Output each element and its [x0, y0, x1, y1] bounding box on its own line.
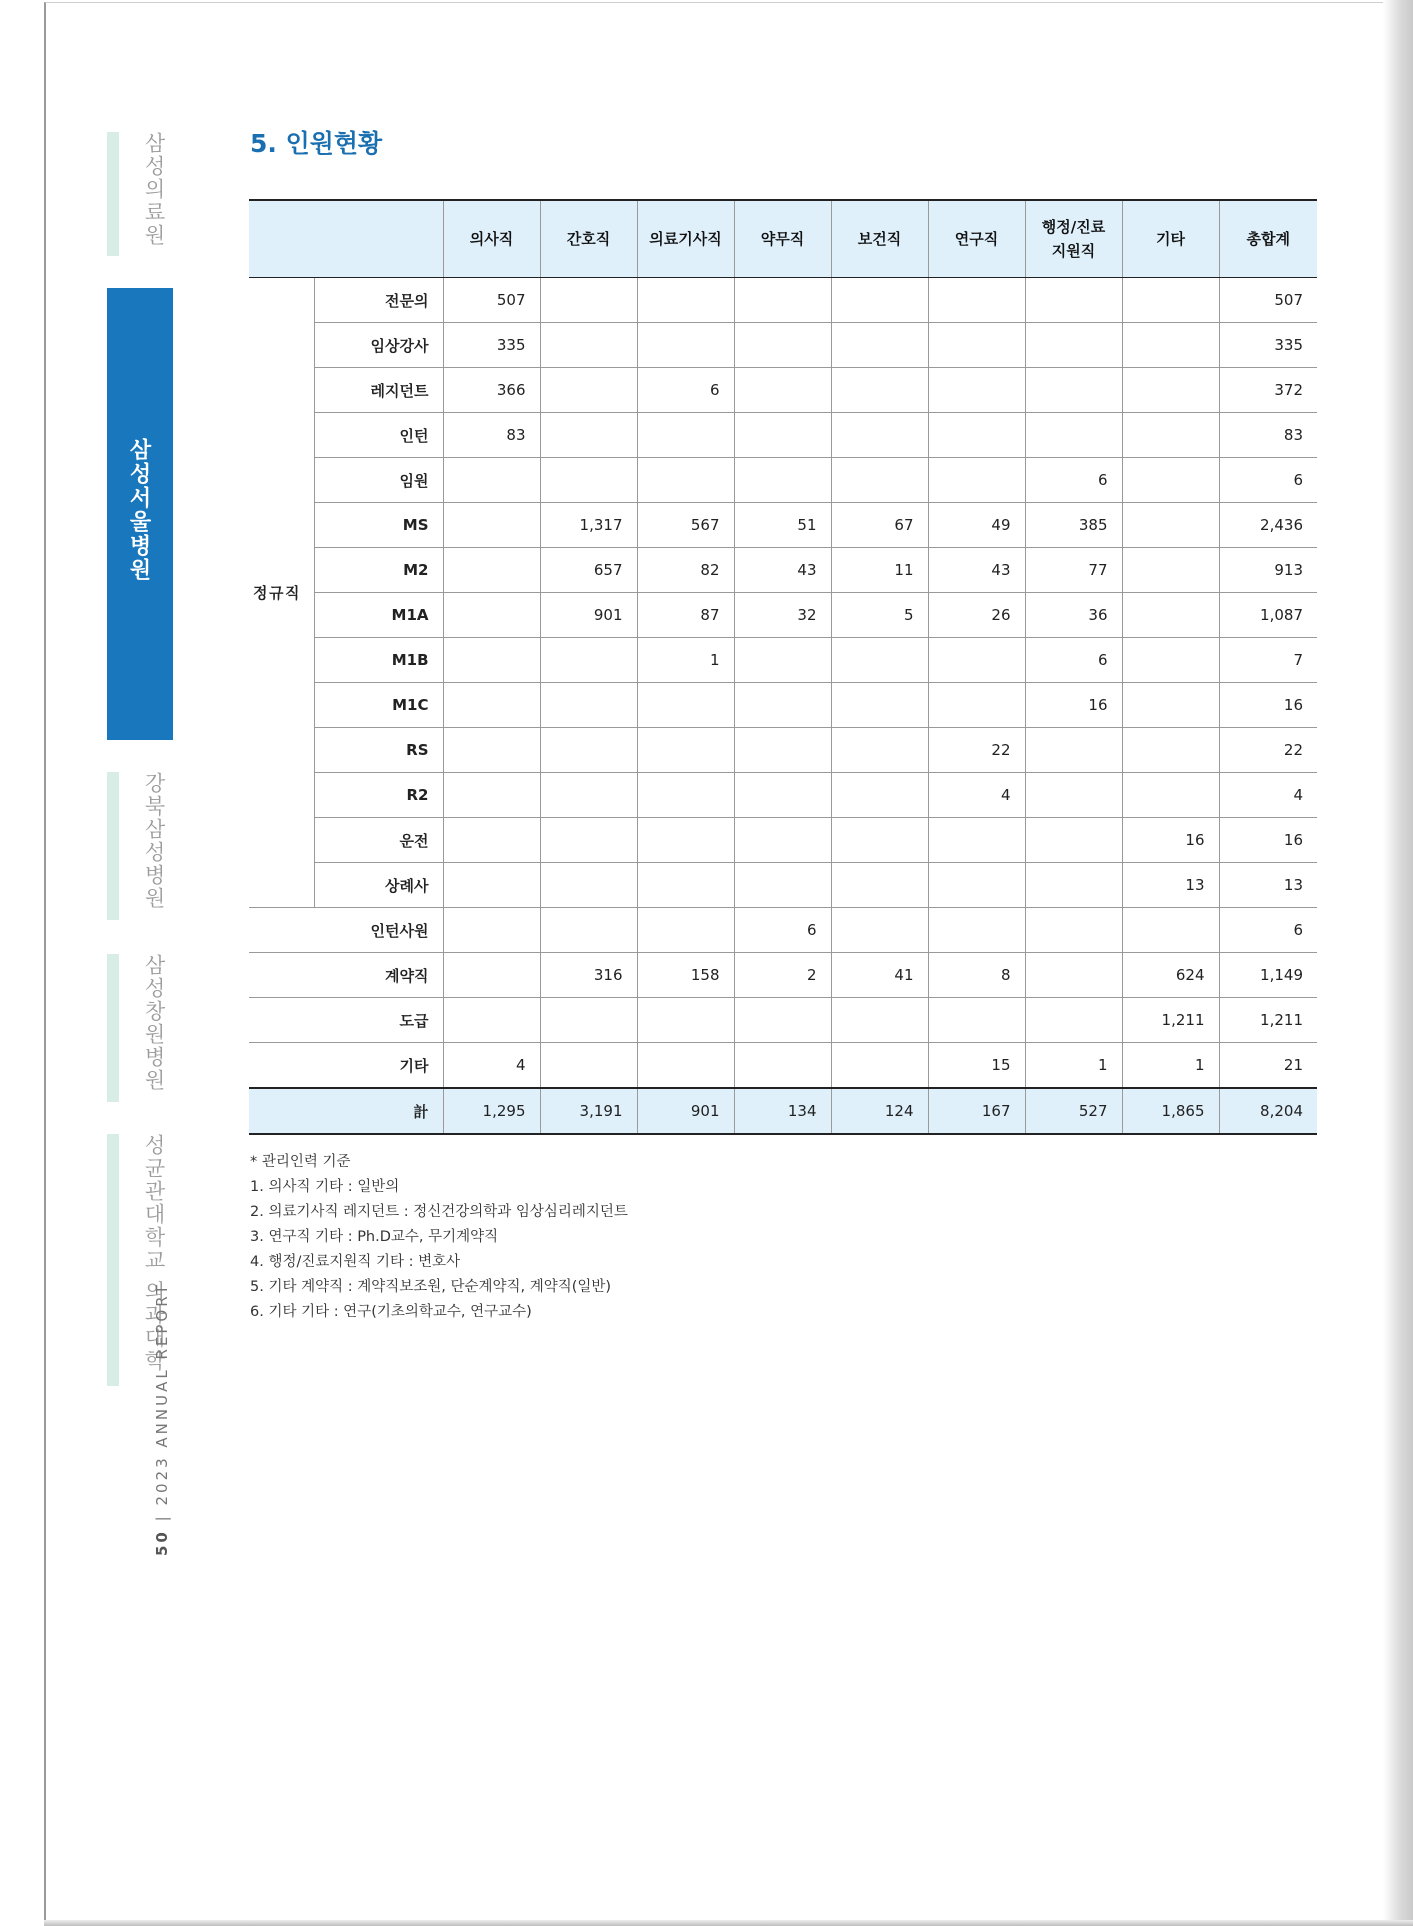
total-cell: 167 — [928, 1088, 1025, 1134]
table-cell — [637, 413, 734, 458]
row-label: 계약직 — [249, 953, 443, 998]
table-cell — [831, 863, 928, 908]
column-header: 약무직 — [734, 200, 831, 278]
total-cell: 527 — [1025, 1088, 1122, 1134]
table-cell — [1025, 413, 1122, 458]
table-cell — [1122, 413, 1219, 458]
table-cell — [928, 368, 1025, 413]
table-cell — [1025, 998, 1122, 1043]
total-label: 計 — [249, 1088, 443, 1134]
table-cell — [831, 278, 928, 323]
row-label: 인턴사원 — [249, 908, 443, 953]
table-cell — [1025, 368, 1122, 413]
page-bottom-shadow — [44, 1920, 1413, 1926]
table-cell: 36 — [1025, 593, 1122, 638]
table-cell: 16 — [1219, 683, 1317, 728]
table-cell — [540, 818, 637, 863]
table-cell — [1025, 323, 1122, 368]
side-nav-kangbuk-samsung-hospital[interactable] — [107, 772, 173, 920]
side-nav-label: 삼성의료원 — [142, 132, 166, 247]
footnote: 3. 연구직 기타 : Ph.D교수, 무기계약직 — [250, 1229, 499, 1245]
total-cell: 134 — [734, 1088, 831, 1134]
table-row — [249, 278, 1317, 323]
table-cell: 2,436 — [1219, 503, 1317, 548]
table-cell — [637, 908, 734, 953]
table-cell: 16 — [1219, 818, 1317, 863]
table-cell — [1122, 323, 1219, 368]
side-nav-marker — [107, 772, 119, 920]
table-cell: 6 — [1219, 458, 1317, 503]
table-cell — [1122, 593, 1219, 638]
table-cell — [928, 998, 1025, 1043]
table-row — [249, 728, 1317, 773]
table-cell: 657 — [540, 548, 637, 593]
table-cell — [1025, 908, 1122, 953]
table-cell — [443, 548, 540, 593]
group-label-regular — [249, 278, 314, 908]
table-cell — [928, 908, 1025, 953]
header-corner — [249, 200, 443, 278]
footnote: 1. 의사직 기타 : 일반의 — [250, 1179, 400, 1195]
group-label-char: 직 — [285, 583, 300, 602]
row-label: 레지던트 — [314, 368, 443, 413]
table-cell — [928, 323, 1025, 368]
table-cell — [1122, 503, 1219, 548]
table-cell: 15 — [928, 1043, 1025, 1089]
table-cell — [1025, 953, 1122, 998]
table-cell: 13 — [1122, 863, 1219, 908]
total-cell: 8,204 — [1219, 1088, 1317, 1134]
side-nav-label: 성균관대학교 의과대학 — [142, 1134, 166, 1373]
table-cell: 372 — [1219, 368, 1317, 413]
footnote: 5. 기타 계약직 : 계약직보조원, 단순계약직, 계약직(일반) — [250, 1279, 612, 1295]
table-cell: 507 — [1219, 278, 1317, 323]
table-cell — [734, 458, 831, 503]
column-header: 행정/진료 지원직 — [1025, 200, 1122, 278]
side-nav-samsung-medical-center[interactable] — [107, 132, 173, 256]
table-row — [249, 368, 1317, 413]
table-cell: 87 — [637, 593, 734, 638]
table-cell: 49 — [928, 503, 1025, 548]
table-cell — [1122, 278, 1219, 323]
table-row — [249, 773, 1317, 818]
staff-table — [249, 199, 1317, 1135]
table-cell — [443, 638, 540, 683]
table-cell: 22 — [928, 728, 1025, 773]
page-number: 50 — [153, 1529, 171, 1556]
table-cell — [637, 863, 734, 908]
table-cell — [1122, 638, 1219, 683]
table-cell — [540, 998, 637, 1043]
table-cell — [831, 908, 928, 953]
table-cell — [540, 413, 637, 458]
table-row — [249, 413, 1317, 458]
column-header: 의료기사직 — [637, 200, 734, 278]
table-cell — [928, 458, 1025, 503]
row-label: M1C — [314, 683, 443, 728]
footnote: * 관리인력 기준 — [250, 1154, 351, 1170]
table-cell — [637, 683, 734, 728]
table-cell — [734, 638, 831, 683]
total-cell: 1,865 — [1122, 1088, 1219, 1134]
side-nav-marker — [107, 132, 119, 256]
table-body — [249, 278, 1317, 1135]
table-cell — [540, 863, 637, 908]
table-row — [249, 638, 1317, 683]
table-cell: 1,211 — [1219, 998, 1317, 1043]
table-row — [249, 503, 1317, 548]
table-cell: 6 — [1025, 638, 1122, 683]
table-cell: 13 — [1219, 863, 1317, 908]
table-cell: 4 — [443, 1043, 540, 1089]
table-cell: 67 — [831, 503, 928, 548]
table-cell — [734, 818, 831, 863]
table-cell: 83 — [443, 413, 540, 458]
table-cell — [443, 998, 540, 1043]
table-cell — [831, 998, 928, 1043]
group-label-char: 규 — [269, 583, 284, 602]
table-row — [249, 863, 1317, 908]
table-cell — [1122, 458, 1219, 503]
table-cell: 1 — [1122, 1043, 1219, 1089]
table-cell: 5 — [831, 593, 928, 638]
table-cell — [637, 998, 734, 1043]
row-label: 전문의 — [314, 278, 443, 323]
table-cell: 32 — [734, 593, 831, 638]
row-label: M1A — [314, 593, 443, 638]
column-header: 간호직 — [540, 200, 637, 278]
table-cell — [734, 863, 831, 908]
table-cell: 11 — [831, 548, 928, 593]
table-cell — [540, 683, 637, 728]
table-cell — [1025, 278, 1122, 323]
table-cell — [734, 1043, 831, 1089]
table-cell — [1122, 368, 1219, 413]
row-label: MS — [314, 503, 443, 548]
table-cell — [1025, 863, 1122, 908]
table-cell: 2 — [734, 953, 831, 998]
row-label: 인턴 — [314, 413, 443, 458]
table-cell: 158 — [637, 953, 734, 998]
table-cell: 913 — [1219, 548, 1317, 593]
side-nav-samsung-changwon-hospital[interactable] — [107, 954, 173, 1102]
table-cell — [637, 323, 734, 368]
table-cell — [443, 908, 540, 953]
row-label: M1B — [314, 638, 443, 683]
table-cell — [734, 728, 831, 773]
table-cell — [1122, 908, 1219, 953]
table-cell: 4 — [1219, 773, 1317, 818]
side-nav-label: 삼성창원병원 — [142, 954, 166, 1092]
row-label: RS — [314, 728, 443, 773]
table-cell — [540, 1043, 637, 1089]
table-cell — [1122, 773, 1219, 818]
table-cell: 567 — [637, 503, 734, 548]
group-label-char: 정 — [253, 583, 268, 602]
footnote: 2. 의료기사직 레지던트 : 정신건강의학과 임상심리레지던트 — [250, 1204, 628, 1220]
table-row — [249, 548, 1317, 593]
table-cell: 6 — [1025, 458, 1122, 503]
table-row — [249, 683, 1317, 728]
table-cell: 335 — [443, 323, 540, 368]
table-cell — [734, 368, 831, 413]
table-cell — [734, 683, 831, 728]
table-cell: 1,211 — [1122, 998, 1219, 1043]
table-cell: 16 — [1025, 683, 1122, 728]
table-cell — [831, 1043, 928, 1089]
table-row — [249, 593, 1317, 638]
table-cell: 21 — [1219, 1043, 1317, 1089]
row-label: 기타 — [249, 1043, 443, 1089]
table-cell: 26 — [928, 593, 1025, 638]
table-cell — [831, 368, 928, 413]
column-header: 의사직 — [443, 200, 540, 278]
table-cell — [1122, 683, 1219, 728]
table-row — [249, 908, 1317, 953]
table-cell: 51 — [734, 503, 831, 548]
table-cell: 507 — [443, 278, 540, 323]
report-label: | 2023 ANNUAL REPORT — [153, 1282, 171, 1522]
table-cell — [637, 728, 734, 773]
table-cell — [831, 773, 928, 818]
table-cell — [928, 278, 1025, 323]
table-row — [249, 458, 1317, 503]
table-cell — [928, 683, 1025, 728]
table-cell — [540, 728, 637, 773]
table-cell: 1,087 — [1219, 593, 1317, 638]
row-label: R2 — [314, 773, 443, 818]
table-cell: 4 — [928, 773, 1025, 818]
table-cell — [1122, 728, 1219, 773]
table-cell: 16 — [1122, 818, 1219, 863]
section-title: 5. 인원현황 — [250, 129, 383, 158]
side-nav-label: 강북삼성병원 — [142, 772, 166, 910]
table-cell — [734, 773, 831, 818]
table-row — [249, 1043, 1317, 1089]
total-cell: 901 — [637, 1088, 734, 1134]
side-nav-marker — [107, 954, 119, 1102]
total-cell: 1,295 — [443, 1088, 540, 1134]
table-cell — [928, 863, 1025, 908]
table-cell — [443, 773, 540, 818]
table-cell: 6 — [734, 908, 831, 953]
table-cell — [831, 323, 928, 368]
table-cell — [540, 323, 637, 368]
table-cell — [540, 368, 637, 413]
table-cell — [540, 773, 637, 818]
table-cell: 624 — [1122, 953, 1219, 998]
table-cell — [443, 458, 540, 503]
table-cell — [443, 818, 540, 863]
table-cell: 7 — [1219, 638, 1317, 683]
table-cell: 335 — [1219, 323, 1317, 368]
footnotes — [250, 1150, 628, 1325]
table-cell — [928, 413, 1025, 458]
table-row — [249, 323, 1317, 368]
table-cell — [540, 638, 637, 683]
table-cell — [637, 818, 734, 863]
page-edge-shadow — [1383, 0, 1413, 1926]
table-cell — [1122, 548, 1219, 593]
column-header: 연구직 — [928, 200, 1025, 278]
table-cell — [443, 728, 540, 773]
table-cell: 6 — [637, 368, 734, 413]
table-cell — [540, 458, 637, 503]
side-nav-marker — [107, 1134, 119, 1386]
table-cell: 366 — [443, 368, 540, 413]
row-label: M2 — [314, 548, 443, 593]
table-cell: 41 — [831, 953, 928, 998]
footnote: 6. 기타 기타 : 연구(기초의학교수, 연구교수) — [250, 1304, 532, 1320]
table-cell: 83 — [1219, 413, 1317, 458]
table-cell — [831, 683, 928, 728]
table-cell: 43 — [928, 548, 1025, 593]
annual-report-footer — [153, 1282, 171, 1556]
table-cell — [637, 1043, 734, 1089]
table-cell — [734, 323, 831, 368]
table-cell — [928, 638, 1025, 683]
table-cell — [443, 953, 540, 998]
table-cell: 22 — [1219, 728, 1317, 773]
table-header-row — [249, 200, 1317, 278]
footnote: 4. 행정/진료지원직 기타 : 변호사 — [250, 1254, 461, 1270]
table-cell: 77 — [1025, 548, 1122, 593]
table-cell: 6 — [1219, 908, 1317, 953]
side-nav-samsung-seoul-hospital[interactable] — [107, 288, 173, 740]
table-cell — [1025, 728, 1122, 773]
row-label: 도급 — [249, 998, 443, 1043]
table-row — [249, 998, 1317, 1043]
row-label: 임원 — [314, 458, 443, 503]
table-cell: 82 — [637, 548, 734, 593]
table-cell — [1025, 773, 1122, 818]
table-cell — [734, 998, 831, 1043]
table-cell — [928, 818, 1025, 863]
table-cell: 901 — [540, 593, 637, 638]
total-cell: 3,191 — [540, 1088, 637, 1134]
table-cell — [831, 638, 928, 683]
table-cell: 43 — [734, 548, 831, 593]
total-row — [249, 1088, 1317, 1134]
total-cell: 124 — [831, 1088, 928, 1134]
table-cell: 316 — [540, 953, 637, 998]
table-cell: 1 — [637, 638, 734, 683]
table-cell — [540, 278, 637, 323]
table-cell — [637, 278, 734, 323]
table-cell — [443, 503, 540, 548]
column-header: 기타 — [1122, 200, 1219, 278]
table-cell — [637, 458, 734, 503]
table-cell — [734, 413, 831, 458]
row-label: 임상강사 — [314, 323, 443, 368]
table-cell: 1 — [1025, 1043, 1122, 1089]
table-cell — [443, 683, 540, 728]
table-cell — [831, 458, 928, 503]
table-cell — [1025, 818, 1122, 863]
table-cell — [831, 728, 928, 773]
table-row — [249, 953, 1317, 998]
table-row — [249, 818, 1317, 863]
column-header: 보건직 — [831, 200, 928, 278]
table-cell — [831, 818, 928, 863]
table-cell — [831, 413, 928, 458]
table-cell — [443, 863, 540, 908]
table-cell — [637, 773, 734, 818]
table-cell: 1,317 — [540, 503, 637, 548]
table-cell: 1,149 — [1219, 953, 1317, 998]
row-label: 상례사 — [314, 863, 443, 908]
table-cell: 8 — [928, 953, 1025, 998]
table-cell: 385 — [1025, 503, 1122, 548]
table-cell — [734, 278, 831, 323]
column-header: 총합계 — [1219, 200, 1317, 278]
table-cell — [540, 908, 637, 953]
table-cell — [443, 593, 540, 638]
row-label: 운전 — [314, 818, 443, 863]
side-nav-label: 삼성서울병원 — [126, 438, 151, 582]
